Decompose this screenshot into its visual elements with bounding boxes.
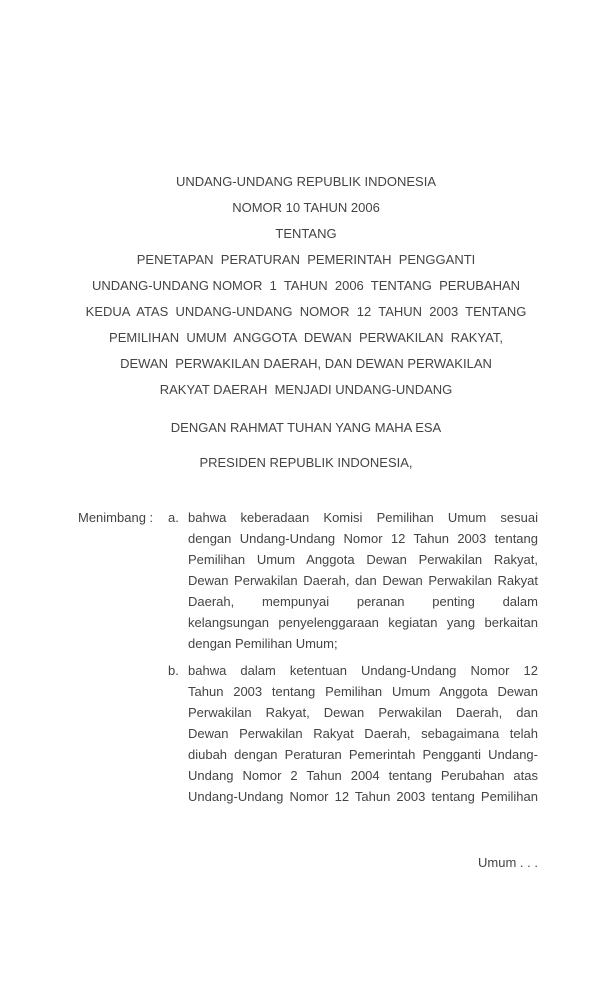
text-line: Pemilihan Umum Anggota Dewan Perwakilan Rakyat,: [188, 552, 538, 567]
text-line: Undang-Undang Nomor 12 Tahun 2003 tentang Pemilihan: [188, 789, 538, 804]
title-line-subject-2: UNDANG-UNDANG NOMOR 1 TAHUN 2006 TENTANG PERUBAHAN: [91, 278, 521, 293]
considerations-section: [78, 507, 538, 807]
item-b-text: [188, 660, 538, 807]
catchword: Umum . . .: [478, 855, 538, 870]
title-line-tentang: TENTANG: [275, 226, 337, 241]
document-title-block: [0, 169, 612, 403]
text-line: bahwa keberadaan Komisi Pemilihan Umum sesuai: [188, 510, 538, 525]
considerations-label: Menimbang :: [78, 510, 154, 525]
consideration-item-a: [78, 507, 538, 654]
item-a-text: [188, 507, 538, 654]
issuer-line: PRESIDEN REPUBLIK INDONESIA,: [199, 455, 413, 470]
text-line: Dewan Perwakilan Daerah, dan Dewan Perwakilan Rakyat: [188, 573, 538, 588]
text-line: dengan Undang-Undang Nomor 12 Tahun 2003 tentang: [188, 531, 538, 546]
title-line-subject-3: KEDUA ATAS UNDANG-UNDANG NOMOR 12 TAHUN 2003 TENTANG: [85, 304, 527, 319]
title-line-subject-1: PENETAPAN PERATURAN PEMERINTAH PENGGANTI: [136, 252, 476, 267]
item-b-marker: b.: [168, 663, 179, 678]
text-line: Perwakilan Rakyat, Dewan Perwakilan Daerah, dan: [188, 705, 538, 720]
title-line-act-name: UNDANG-UNDANG REPUBLIK INDONESIA: [175, 174, 437, 189]
text-line: Undang Nomor 2 Tahun 2004 tentang Perubahan atas: [188, 768, 538, 783]
title-line-number-year: NOMOR 10 TAHUN 2006: [232, 200, 380, 215]
title-line-subject-5: DEWAN PERWAKILAN DAERAH, DAN DEWAN PERWAKILAN: [120, 356, 492, 371]
text-line: Tahun 2003 tentang Pemilihan Umum Anggota Dewan: [188, 684, 538, 699]
text-line: dengan Pemilihan Umum;: [188, 636, 338, 651]
title-line-subject-6: RAKYAT DAERAH MENJADI UNDANG-UNDANG: [159, 382, 453, 397]
item-a-marker: a.: [168, 510, 179, 525]
title-line-subject-4: PEMILIHAN UMUM ANGGOTA DEWAN PERWAKILAN RAKYAT,: [109, 330, 503, 345]
consideration-item-b: [78, 660, 538, 807]
invocation-line: DENGAN RAHMAT TUHAN YANG MAHA ESA: [170, 420, 442, 435]
text-line: Daerah, mempunyai peranan penting dalam: [188, 594, 538, 609]
text-line: kelangsungan penyelenggaraan kegiatan yang berkaitan: [188, 615, 538, 630]
text-line: bahwa dalam ketentuan Undang-Undang Nomor 12: [188, 663, 538, 678]
text-line: diubah dengan Peraturan Pemerintah Pengganti Undang-: [188, 747, 538, 762]
text-line: Dewan Perwakilan Rakyat Daerah, sebagaimana telah: [188, 726, 538, 741]
